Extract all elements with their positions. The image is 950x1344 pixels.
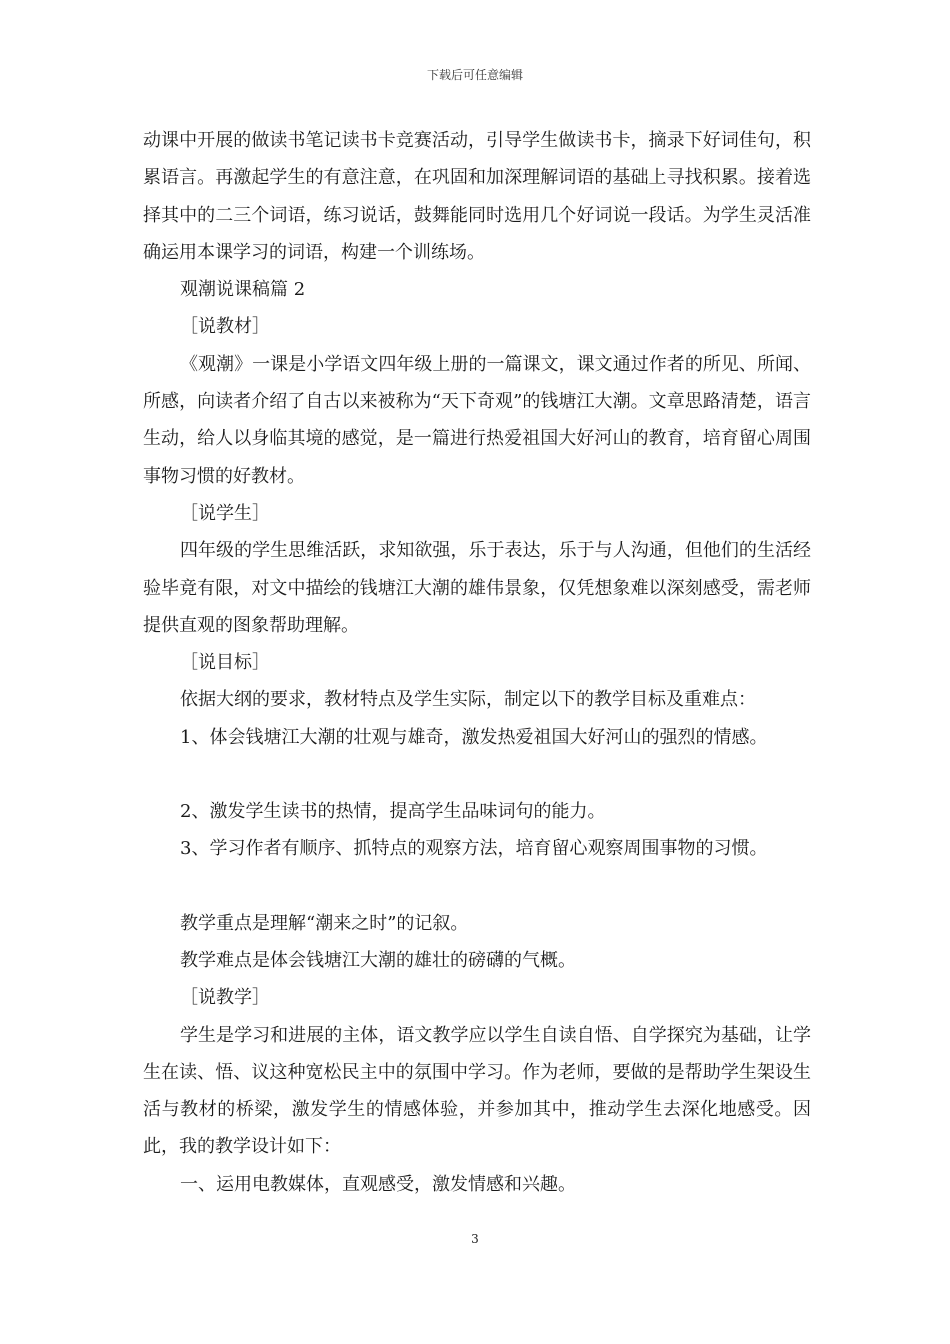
- paragraph-teaching: 学生是学习和进展的主体，语文教学应以学生自读自悟、自学探究为基础，让学生在读、悟、议这种宽松民主中的氛围中学习。作为老师，要做的是帮助学生架设生活与教材的桥梁，激发学生的情感体验，并参加其中，推动学生去深化地感受。因此，我的教学设计如下：: [143, 1024, 811, 1158]
- paragraph-students: 四年级的学生思维活跃，求知欲强，乐于表达，乐于与人沟通，但他们的生活经验毕竟有限，对文中描绘的钱塘江大潮的雄伟景象，仅凭想象难以深刻感受，需老师提供直观的图象帮助理解。: [143, 540, 811, 636]
- heading-teaching: ［说教学］: [180, 987, 270, 1009]
- difficult-point: 教学难点是体会钱塘江大潮的雄壮的磅礴的气概。: [180, 949, 576, 971]
- teaching-step-1: 一、运用电教媒体，直观感受，激发情感和兴趣。: [180, 1173, 576, 1195]
- heading-goals: ［说目标］: [180, 652, 270, 674]
- document-body: [143, 122, 811, 1203]
- paragraph-goals-intro: 依据大纲的要求，教材特点及学生实际，制定以下的教学目标及重难点：: [180, 689, 756, 711]
- heading-students: ［说学生］: [180, 502, 270, 524]
- page-header: 下载后可任意编辑: [426, 68, 523, 82]
- goal-item-3: 3、学习作者有顺序、抓特点的观察方法，培育留心观察周围事物的习惯。: [180, 838, 768, 860]
- heading-textbook: ［说教材］: [180, 316, 270, 338]
- goal-item-1: 1、体会钱塘江大潮的壮观与雄奇，激发热爱祖国大好河山的强烈的情感。: [180, 726, 768, 748]
- key-point: 教学重点是理解“潮来之时”的记叙。: [180, 912, 469, 934]
- section-title: 观潮说课稿篇 2: [180, 279, 306, 301]
- paragraph-textbook: 《观潮》一课是小学语文四年级上册的一篇课文，课文通过作者的所见、所闻、所感，向读者介绍了自古以来被称为“天下奇观”的钱塘江大潮。文章思路清楚，语言生动，给人以身临其境的感觉，是一篇进行热爱祖国大好河山的教育，培育留心周围事物习惯的好教材。: [143, 353, 811, 487]
- goal-item-2: 2、激发学生读书的热情，提高学生品味词句的能力。: [180, 801, 606, 823]
- paragraph-continued: 动课中开展的做读书笔记读书卡竞赛活动，引导学生做读书卡，摘录下好词佳句，积累语言。再激起学生的有意注意，在巩固和加深理解词语的基础上寻找积累。接着选择其中的二三个词语，练习说话，鼓舞能同时选用几个好词说一段话。为学生灵活准确运用本课学习的词语，构建一个训练场。: [143, 130, 811, 263]
- page-number: 3: [471, 1232, 479, 1246]
